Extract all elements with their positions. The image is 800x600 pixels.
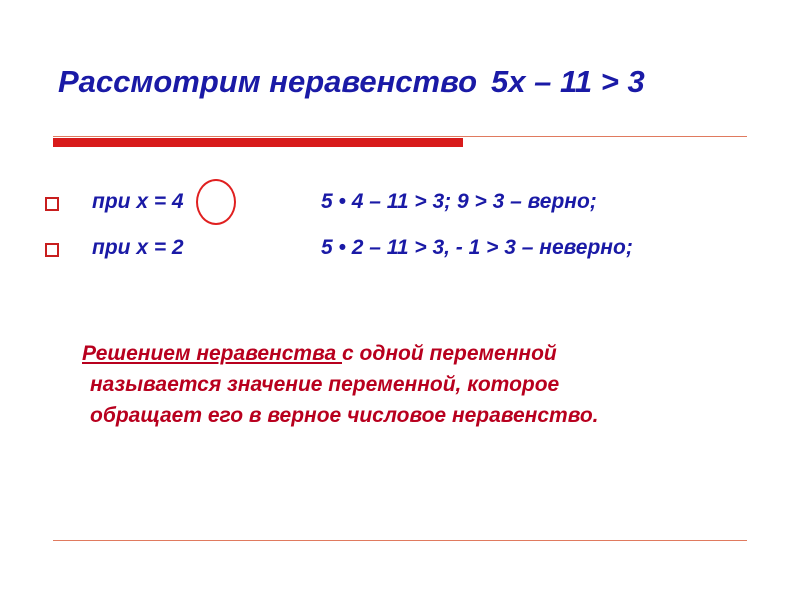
title-divider-thin xyxy=(53,136,747,137)
definition-line: обращает его в верное числовое неравенство. xyxy=(90,404,599,427)
square-bullet-icon xyxy=(45,243,59,257)
definition-line: называется значение переменной, которое xyxy=(90,373,560,396)
example-condition: при х = 2 xyxy=(92,236,184,259)
definition-text: с одной переменной xyxy=(342,342,557,365)
example-calculation: 5 • 4 – 11 > 3; 9 > 3 – верно; xyxy=(321,190,597,213)
example-condition: при х = 4 xyxy=(92,190,184,213)
definition-term: Решением неравенства xyxy=(82,342,342,365)
slide-title xyxy=(58,64,645,100)
definition-line xyxy=(82,338,742,369)
bottom-divider xyxy=(53,540,747,541)
title-divider-thick xyxy=(53,138,463,147)
title-expression: 5х – 11 > 3 xyxy=(491,64,645,99)
square-bullet-icon xyxy=(45,197,59,211)
highlight-circle xyxy=(196,179,236,225)
example-calculation: 5 • 2 – 11 > 3, - 1 > 3 – неверно; xyxy=(321,236,633,259)
definition-block xyxy=(82,338,742,431)
title-text: Рассмотрим неравенство xyxy=(58,64,477,99)
